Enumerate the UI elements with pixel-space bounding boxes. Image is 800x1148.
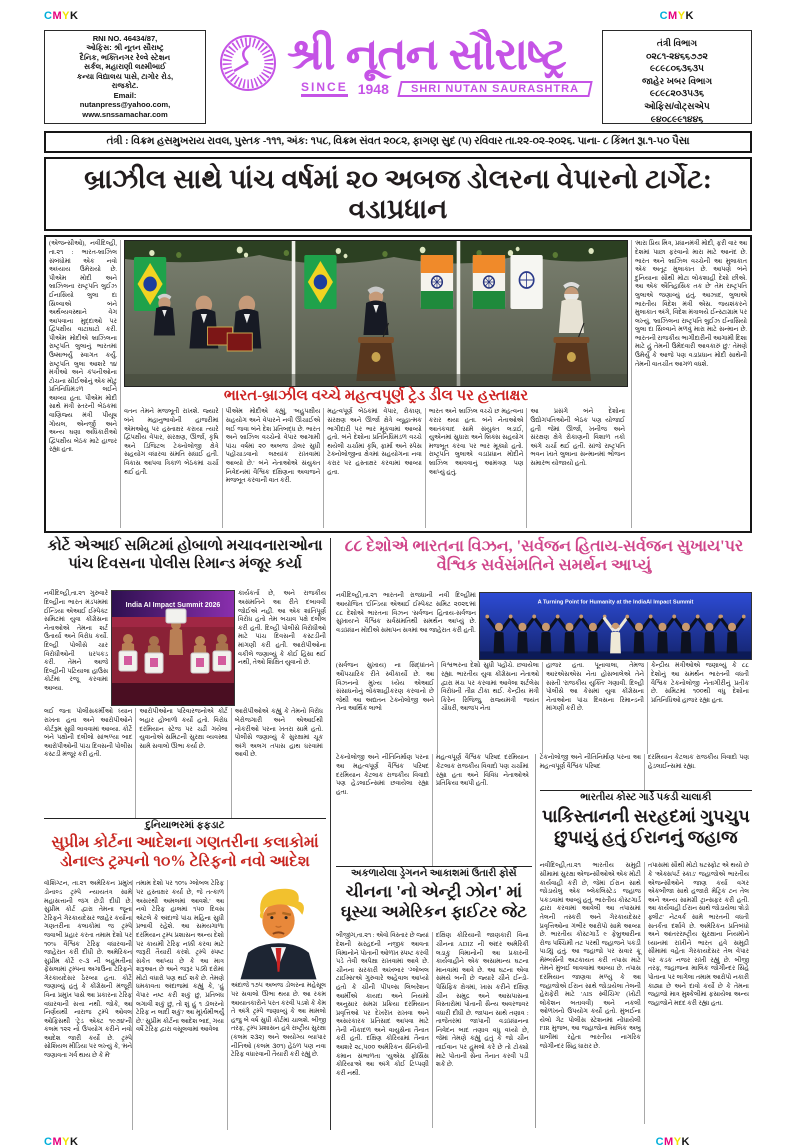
ai-summit-protest-photo [111, 590, 235, 706]
iran-ship-body-column: તપાસમાં સૌથી મોટો ઘટસ્ફોટ એ થયો છે કે 'એક્સપર્ટ સ્કાડ' જહાજોએ ભારતીય એજન્સીઓને જાણ કર્યા વગર એકબીજા સાથે હજારો મેટ્રિક ટન તેલ અને અન્ય સામગ્રી ટ્રાન્સફર કરી હતી. આ કાર્યવાહી ઈરાન સાથે જોડાયેલા 'શેડો ફ્લીટ' નેટવર્ક સામે ભારતની વધતી સતર્કતા દર્શાવે છે. અમેરિકન પ્રતિબંધો અને આંતરરાષ્ટ્રીય સુરક્ષાના નિયમોને ધ્યાનમાં રાખીને ભારત હવે સમુદ્રી સીમામાં વહેતા ગેરકાયદેસર તેલ વેપાર પર કડક નજર રાખી રહ્યું છે. બીજી તરફ, જહાજના માલિક જોગીન્દર સિંહે પોતાના પર લાગેલા તમામ આરોપો નકારી કાઢ્યા છે અને દાવો કર્યો છે કે તેમના જહાજો માત્ર મુશ્કેલીમાં ફસાયેલા અન્ય જહાજોને મદદ કરી રહ્યા હતા. [644, 862, 752, 1124]
phone-number: ૯૮૯૮૦૬૩૬૩૫ [650, 63, 704, 74]
ai-summit-body-column: નવીદિલ્હી,તા.૨૧ ગુરુવારે દિલ્હીના ભારત મંડપમમાં ઈન્ડિયા એઆઈ ઈમ્પેક્ટ સમિટમાં યુવા કોંગ્રેસના નેતાઓએ તેમના શર્ટ ઉતાર્યા અને વિરોધ કર્યો. દિલ્હી પોલીસે ચાર વિરોધીઓની ધરપકડ કરી. તેમને આજે દિલ્હીની પટિયાલા હાઉસ કોર્ટમાં રજૂ કરવામાં આવ્યા. [44, 590, 108, 692]
lead-body-column: આ પ્રસંગે બંને દેશોના ઉદ્યોગપતિઓની બેઠક પણ યોજાઈ હતી જેમાં ઊર્જા, ખનીજ અને સંરક્ષણ ક્ષેત્રે રોકાણની વિશાળ તકો અંગે ચર્ચા થઈ હતી. સાંજે રાષ્ટ્રપતિ ભવન ખાતે લુલાના સન્માનમાં ભોજન સમારંભ યોજાયો હતો. [526, 408, 628, 528]
ads-dept-label: જાહેર ખબર વિભાગ [641, 75, 713, 86]
since-year: 1948 [357, 80, 389, 97]
newspaper-logo-icon [217, 32, 279, 103]
cmyk-print-mark: CMYK [659, 10, 694, 22]
tariff-kicker: દુનિયાભરમાં ફફડાટ [44, 818, 326, 834]
nations88-group-photo [479, 592, 752, 660]
trump-caricature [231, 880, 326, 980]
tariff-headline: સુપ્રીમ કોર્ટના આદેશના ગણતરીના કલાકોમાં ડોનાલ્ડ ટ્રમ્પનો ૧૦% ટેરિફનો નવો આદેશ [51, 834, 319, 870]
ai-summit-body-column: કાર્યકર્તા છે, અને રાજકીય અસંમતિને આ રીતે દબાવવી જોઈએ નહીં. આ એક શાંતિપૂર્ણ વિરોધ હતો તેમ બચાવ પક્ષે દલીલ કરી હતી. દિલ્હી પોલીસે વિરોધીઓ માટે પાંચ દિવસની કસ્ટડીની માંગણી કરી હતી. આરોપીઓના વકીલે જણાવ્યું કે કોઈ હિંસા થઈ નથી, તેઓ શિક્ષિત યુવાનો છે. [238, 590, 326, 667]
china-headline: ચીનના 'નો એન્ટ્રી ઝોન' માં ઘૂસ્યા અમેરિકન ફાઈટર જેટ [340, 882, 527, 921]
masthead [44, 30, 752, 124]
edition-dateline: તંત્રી : વિક્રમ હસમુખરાય રાવલ, પુસ્તક -૧૧૧, અંક: ૧૫૮, વિક્રમ સંવત ૨૦૮૨, ફાગણ સુદ (૫) રવિવાર તા.૨૨-૦૨-૨૦૨૬. પાના- ૮ કિંમત રૂા.૧-૫૦ પૈસા [44, 131, 752, 153]
email-address: nutanpress@yahoo.com, [79, 100, 171, 110]
ai-summit-body-column: આરોપીઓએ કહ્યું કે તેમનો વિરોધ બેરોજગારી અને એઆઈથી નોકરીઓ પરના ખતરા સામે હતો. પોલીસે જણાવ્યું કે સુરક્ષામાં ચૂક અંગે અલગ તપાસ હાથ ધરવામાં આવી છે. [231, 708, 326, 818]
since-label: SINCE [301, 80, 348, 97]
lead-photo-caption: ભારત-બ્રાઝીલ વચ્ચે મહત્વપૂર્ણ ટ્રેડ ડીલ પર હસ્તાક્ષર [223, 388, 529, 405]
nations88-body-column: મહત્વપૂર્ણ વૈશ્વિક પરિષદ દરમિયાન કેટલાક રાજકીય વિવાદો પણ ચર્ચામાં રહ્યા હતા અને વિવિધ નેતાઓએ પ્રતિક્રિયા આપી હતી. [432, 754, 532, 866]
nations88-body-column: નવીદિલ્હી,તા.૨૧ ભારતની રાજધાની નવી દિલ્હીમાં આયોજિત 'ઈન્ડિયા એઆઈ ઈમ્પેક્ટ સમિટ ૨૦૨૬'માં ૮૮ દેશોએ ભારતના વિઝન 'સર્વજન હિતાય-સર્વજન સુખાય'ને વૈશ્વિક સર્વસંમતિથી સમર્થન આપ્યું છે. વડાપ્રધાન મોદીએ સમાપન સત્રમાં આ જાહેરાત કરી હતી. [336, 592, 476, 634]
china-body-column: બીજીંગ,તા.૨૧ : એવો વિસ્તાર છે જ્યાં દેશની સરહદની નજીક આવતા વિમાનોને પોતાની ઓળખ સ્પષ્ટ કરવી પડે તેવી અપેક્ષા રાખવામાં આવે છે. ચીનના સરકારી અખબાર 'ગ્લોબલ ટાઈમ્સ'એ ગુરુવારે અહેવાલ આપ્યો હતો કે ચીની પીપલ્સ લિબરેશન આર્મીએ કાયદા અને નિયમો અનુસાર સમગ્ર પ્રક્રિયા દરમિયાન પ્રવૃત્તિઓ પર દેખરેખ રાખવા અને અસરકારક પ્રતિસાદ આપવા માટે તેની નૌકાદળ અને વાયુસેના તૈનાત કરી હતી. દક્ષિણ કોરિયામાં તૈનાત આશરે ૨૮,૫૦૦ અમેરિકન સૈનિકોની કમાન સંભાળતા 'યુએસ ફોર્સિસ કોરિયા'એ આ અંગે કોઈ ટિપ્પણી કરી નથી. [336, 932, 429, 1077]
cmyk-print-mark: CMYK [44, 1136, 79, 1148]
tariff-body-column: અંદાજે ૧૭૫ અબજ ડોલરના મહેસૂલ પર સવાલો ઊભા થયા છે. આ રકમ આયાતકારોને પરત કરવી પડશે કે કેમ તે અંગે ટ્રમ્પે જણાવ્યું કે આ મામલો હજુ બે વર્ષ સુધી કોર્ટમાં ચાલશે. બીજી તરફ, ટ્રમ્પ પ્રશાસન હવે રાષ્ટ્રીય સુરક્ષા (કલમ ૨૩૨) અને અયોગ્ય વ્યાપાર નીતિઓ (કલમ ૩૦૧) હેઠળ પણ નવા ટેરિફ વધારવાની તૈયારી કરી રહ્યું છે. [231, 982, 326, 1059]
phone-number: ૦૨૮૧-૨૪૬૬૭૭૨ [646, 50, 708, 61]
ai-summit-body-column: લઈ જતા પોલીસકર્મીઓ ધ્યાન રાખતા હતા અને આરોપીઓને કોર્ટરૂમ સુધી લાવવામાં આવ્યા. કોર્ટે બંને પક્ષોની દલીલો સાંભળ્યા બાદ આરોપીઓની પાંચ દિવસની પોલીસ કસ્ટડી મંજૂર કરી હતી. [44, 708, 133, 759]
nations88-body-column: વિશ્વભરના દેશો સુધી પહોંચે. છવાયેલા રહ્યા. ભારતીય યુવા કોંગ્રેસના નેતાઓ દ્વારા મંચ પર કરવામાં આવેલા શર્ટલેસ વિરોધની તીવ્ર ટીકા થઈ. કેન્દ્રીય મંત્રી કિરેન રિજિજુ, રાજ્યમંત્રી જયંત ચૌધરી, આજપ નેતા [437, 662, 542, 754]
office-whatsapp-label: ઓફિસ/વોટ્સએપ [644, 100, 710, 111]
rni-number: RNI NO. 46434/87, [92, 34, 158, 43]
editorial-dept-label: તંત્રી વિભાગ [656, 38, 698, 48]
cmyk-print-mark: CMYK [44, 10, 79, 22]
india-brazil-press-photo [125, 241, 627, 386]
newspaper-title-gujarati: શ્રી નૂતન સૌરાષ્ટ્ર [287, 30, 566, 79]
phone-number: ૯૪૦૮૯૯૧૪૪૬ [650, 113, 704, 124]
iran-ship-body-column: નવીદિલ્હી,તા.૨૧ ભારતીય સમુદ્રી સીમામાં સુરક્ષા એજન્સીઓએ એક મોટી કાર્યવાહી કરી છે, જેમાં ઈરાન સાથે જોડાયેલું એક બ્લેકલિસ્ટેડ જહાજ પકડવામાં આવ્યું હતું. ભારતીય કોસ્ટગાર્ડ દ્વારા કરવામાં આવેલી આ તપાસમાં તેલની તસ્કરી અને ગેરકાયદેસર પ્રવૃત્તિઓના ગંભીર આરોપો સામે આવ્યા છે. ભારતીય કોસ્ટગાર્ડે ૯ ફેબ્રુઆરીના રોજ પશ્ચિમી તટ પરથી જહાજને પકડી પાડ્યું હતું. આ જહાજો પર સવાર ક્રૂ મેમ્બર્સની અટકાયત કરી તપાસ માટે તેમને મુંબઈ લાવવામાં આવ્યા છે. તપાસ દરમિયાન જાણવા મળ્યું કે આ જહાજોએ ઈરાન સાથે જોડાયેલા તેલની હેરાફેરી માટે 'AIS સ્વીચિંગ' (ખોટી લોકેશન બતાવવી) અને નકલી ઓળખનો ઉપયોગ કર્યો હતો. મુંબઈના યેલો ગેટ પોલીસ સ્ટેશનમાં નોંધાયેલી FIR મુજબ, આ જહાજોના માલિક અબુ ધાબીમાં રહેતા ભારતીય નાગરિક જોગીન્દર સિંહ ધારાર છે. [539, 862, 641, 1050]
nations88-body-column: દરમિયાન કેટલાક રાજકીય વિવાદો પણ હેડલાઈન્સમાં રહ્યા. [644, 754, 752, 790]
rni-office-box: RNI NO. 46434/87, ઓફિસ: શ્રી નૂતન સૌરાષ્ટ્ર દૈનિક, ભક્તિનગર રેલ્વે સ્ટેશન સર્કલ, મહારાણી લક્ષ્મીબાઈ કન્યા વિદ્યાલય પાસે, ટાગોર રોડ, રાજકોટ. Email: nutanpress@yahoo.com, www.snssamachar.com [44, 30, 206, 124]
ai-summit-headline: કોર્ટે એઆઈ સમિટમાં હોબાળો મચાવનારાઓના પાંચ દિવસના પોલીસ રિમાન્ડ મંજૂર કર્યા [47, 538, 323, 573]
ai-summit-body-column: આરોપીઓના પરિવારજનોએ કોર્ટ બહાર હોબાળો કર્યો હતો. વિરોધ દરમિયાન સ્ટેજ પર ચઢી ગયેલા યુવાનોએ સમિટની સુરક્ષા વ્યવસ્થા સામે સવાલો ઊભા કર્યા છે. [135, 708, 230, 818]
tariff-body-column: વૉશિંગ્ટન, તા.૨૧ અમેરિકન પ્રમુખ ડોનાલ્ડ ટ્રમ્પે ન્યાયતંત્ર સામે મહાસત્તાની જંગ છેડી દીધી છે. સુપ્રીમ કોર્ટ દ્વારા તેમના જૂના ટેરિફને ગેરકાયદેસર જાહેર કર્યાના ગણતરીના કલાકોમાં જ ટ્રમ્પે જવાબી પ્રહાર કરતા તમામ દેશો પર ૧૦% વૈશ્વિક ટેરિફ વધારવાની જાહેરાત કરી દીધી છે. અમેરિકન સુપ્રીમ કોર્ટે ૯-૩ ની બહુમતીના ફેંસલામાં ટ્રમ્પના અગાઉના ટેરિફને ગેરકાયદેસર ઠેરવ્યા હતા. કોર્ટે જણાવ્યું હતું કે કોંગ્રેસની મંજૂરી વિના પ્રમુખ પાસે આ પ્રકારના ટેરિફ વધારવાની સત્તા નથી. જોકે, આ નિર્ણયથી નારાજ ટ્રમ્પે ઓવલ ઓફિસથી 'ટ્રેડ એક્ટ ૧૯૭૪'ની કલમ ૧૨૨ નો ઉપયોગ કરીને નવો આદેશ જારી કર્યો છે. ટ્રમ્પે સોશિયલ મીડિયા પર લખ્યું કે, 'મને જણાવતા ગર્વ થાય છે કે મેં' [44, 880, 132, 1060]
cmyk-print-mark: CMYK [655, 1136, 690, 1148]
nations88-body-column: ટેકનોલોજી અને નીતિનિર્માણ પરના આ મહત્વપૂર્ણ વૈશ્વિક પરિષદ દરમિયાન કેટલાક રાજકીય વિવાદો પણ હેડલાઈન્સમાં છવાયેલા રહ્યા હતા. [336, 754, 429, 796]
lead-headline: બ્રાઝીલ સાથે પાંચ વર્ષમાં ૨૦ અબજ ડોલરના વેપારનો ટાર્ગેટ: વડાપ્રધાન [44, 157, 752, 231]
iran-ship-kicker: ભારતીય કોસ્ટ ગાર્ડે પકડી ચાલાકી [540, 790, 752, 806]
nations88-body-column: ટેકનોલોજી અને નીતિનિર્માણ પરના આ મહત્વપૂર્ણ વૈશ્વિક પરિષદ [539, 754, 641, 771]
tariff-body-column: તમામ દેશો પર ૧૦% ગ્લોબલ ટેરિફ પર હસ્તાક્ષર કર્યા છે, જે તત્કાળ અસરથી અમલમાં આવશે.' આ નવો ટેરિફ હાલમાં ૧૫૦ દિવસ એટલે કે અંદાજે પાંચ મહિના સુધી પ્રભાવી રહેશે. આ સમયગાળા દરમિયાન ટ્રમ્પ પ્રશાસન અન્ય દેશો પર કાયમી ટેરિફ નક્કી કરવા માટે જરૂરી તૈયારી કરશે. ટ્રમ્પે સ્પષ્ટ સંકેત આપ્યા છે કે આ માત્ર શરૂઆત છે અને જરૂર પડ્યે દરોમાં મોટો વધારો પણ થઈ શકે છે. તેમણે ધમકાવતા અંદાજમાં કહ્યું કે, 'હું વેપાર નષ્ટ કરી શકું છું, પ્રતિબંધ લગાવી શકું છું, તો શું હું ૧ ડૉલરનો ટેરિફ ન લાદી શકું? આ મૂર્ખામીભર્યું છે.' સુપ્રીમ કોર્ટના આદેશ બાદ, ગયા વર્ષે ટેરિફ દ્વારા વસૂલવામાં આવેલા [132, 880, 227, 1130]
iran-ship-headline: પાકિસ્તાનની સરહદમાં ગુપચુપ છુપાયું હતું ઈરાનનું જહાજ [541, 806, 750, 848]
nations88-body-column: કેન્દ્રીય મંત્રીઓએ જણાવ્યું કે ૮૮ દેશોનું આ સમર્થન ભારતની વધતી વૈશ્વિક ટેકનોલોજી નેતાગીરીનું પ્રતીક છે. સમિટમાં ૧૦૦થી વધુ દેશોના પ્રતિનિધિઓ હાજર રહ્યા હતા. [647, 662, 752, 754]
nations88-body-column: (સર્વજન સુખાય) ના સિદ્ધાંતને ઔપચારિક રીતે સ્વીકાર્યો છે. આ વિઝનનો મુખ્ય ધ્યેય એઆઈ સંસાધનોનું લોકશાહીકરણ કરવાનો છે જેથી આ અદ્યતન ટેક્નોલોજી અને તેના આર્થિક લાભો [336, 662, 434, 713]
china-body-column: દક્ષિણ કોરિયાની જાણકારી વિના ચીનના ADIZ ની અંદર અમેરિકી લડાકુ વિમાનોની આ પ્રકારની કાર્યવાહીને એક અસામાન્ય ઘટના માનવામાં આવે છે. આ ઘટના એવા સમયે બની છે જ્યારે ચીને ઈન્ડો-પેસિફિક ક્ષેત્રમાં, ખાસ કરીને દક્ષિણ ચીન સમુદ્ર અને આસપાસના વિસ્તારોમાં પોતાની સૈન્ય અવરજવર વધારી દીધી છે. જાપાન સાથે તણાવ : તાજેતરમાં જાપાની વડાપ્રધાનના નિવેદન બાદ તણાવ વધુ વધ્યો છે, જેમાં તેમણે કહ્યું હતું કે જો ચીન તાઈવાન પર હુમલો કરે છે તો ટોક્યો માટે પોતાની સેના તૈનાત કરવી પડી શકે છે. [432, 932, 532, 1128]
lead-story [44, 235, 752, 533]
china-kicker: અકળાયેલા ડ્રેગનને આકાશમાં ઉતારી ફોર્સ [336, 866, 532, 882]
nations88-headline: ૮૮ દેશોએ ભારતના વિઝન, 'સર્વજન હિતાય-સર્વજન સુખાય'પર વૈશ્વિક સર્વસંમતિને સમર્થન આપ્યું [344, 538, 744, 575]
contact-box [602, 30, 752, 124]
nations88-body-column: હાજર હતા. પૂનાવાલા, તેમજ આરએસએસ નેતા હોસબાલેએ તેને સસ્તી 'રાજકીય યુક્તિ' ગણાવી. દિલ્હી પોલીસે આ કેસમાં યુવા કોંગ્રેસના નેતાઓના પાંચ દિવસના રિમાન્ડની માંગણી કરી છે. [542, 662, 647, 754]
lead-body-column: પીએમ મોદીએ કહ્યું, 'બહુપક્ષીય સહયોગ અને વેપારને નવી ઊંચાઈએ લઈ જવા બંને દેશ પ્રતિબદ્ધ છે. ભારત અને બ્રાઝિલ વચ્ચેનો વેપાર આગામી પાંચ વર્ષમાં ૨૦ અબજ ડોલર સુધી પહોંચાડવાનો લક્ષ્યાંક રાખવામાં આવ્યો છે.' બંને નેતાઓએ સંયુક્ત નિવેદનમાં વૈશ્વિક દક્ષિણના અવાજને મજબૂત કરવાની વાત કરી. [222, 408, 324, 528]
svg-text:India AI Impact Summit 2026: India AI Impact Summit 2026 [125, 602, 221, 610]
lead-photo [124, 240, 628, 387]
phone-number: ૯૮૯૮૨૦૩૫૩૬ [649, 88, 705, 99]
website-address: www.snssamachar.com [82, 109, 168, 119]
lead-body-column: મહત્વપૂર્ણ બેઠકમાં વેપાર, રોકાણ, સંરક્ષણ અને ઊર્જા ક્ષેત્રે વ્યૂહાત્મક ભાગીદારી પર ભાર મૂકવામાં આવ્યો હતો. બંને દેશોના પ્રતિનિધિમંડળ વચ્ચે થયેલી ચર્ચામાં કૃષિ, ફાર્મા અને સ્પેસ ટેક્નોલોજીના ક્ષેત્રમાં સહયોગના નવા કરાર પર હસ્તાક્ષર કરવામાં આવ્યા હતા. [323, 408, 425, 528]
lead-body-column: 'મારા પ્રિય મિત્ર, પ્રધાનમંત્રી મોદી, ફરી વાર આ દેશમાં પાછા ફરવાનો મારા માટે આનંદ છે. ભારત અને બ્રાઝિલ વચ્ચેની આ મુલાકાત એક અતૂટ મુલાકાત છે. આપણે બંને દુનિયાના સૌથી મોટા લોકશાહી દેશો છીએ. આ એક ઐતિહાસિક તક છે' તેમ રાષ્ટ્રપતિ લુલાએ જણાવ્યું હતું. આઝાદ, લુલાએ ભારતીય વિદેશ મંત્રી એસ. જયશંકરને મુલાકાત અંગે, વિદેશ મંત્રાલયે ઈન્સ્ટાગ્રામ પર લખ્યું, 'બ્રાઝિલના રાષ્ટ્રપતિ લુઈઝ ઈનાસિયો લુલા દા સિલ્વાને મળવું મારા માટે સન્માન છે. ભારતની રાજકીય ભાગીદારીની આગામી દિશા માટે હું તેમની ઉમેદવારી આવકારું છું.' તેમણે ઉમેર્યું કે આજે પણ વડાપ્રધાન મોદી સાથેની તેમની વાતચીત આગળ વધશે. [631, 240, 747, 528]
svg-text:A Turning Point for Humanity a: A Turning Point for Humanity at the IndiaAI Impact Summit [537, 599, 694, 606]
lead-body-column: ભારત અને બ્રાઝિલ વચ્ચે છ મહત્વના કરાર થયા હતા. બંને નેતાઓએ આતંકવાદ સામે સંયુક્ત લડાઈ, યુએનમાં સુધારા અને બ્રિક્સ સહયોગ મજબૂત કરવા પર ભાર મૂક્યો હતો. રાષ્ટ્રપતિ લુલાએ વડાપ્રધાન મોદીને બ્રાઝિલ આવવાનું આમંત્રણ પણ આપ્યું હતું. [425, 408, 527, 528]
lead-body-column: (એજન્સીઓ), નવીદિલ્હી, તા.૨૧ : ભારત-બ્રાઝિલ સંબંધોમાં એક નવો અધ્યાય ઉમેરાયો છે. પીએમ મોદી અને બ્રાઝિલના રાષ્ટ્રપતિ લુઈઝ ઈનાસિયો લુલા દા સિલ્વાએ બંને અર્થવ્યવસ્થાને વેગ આપવાના મુદ્દાઓ પર દ્વિપક્ષીય વાટાઘાટો કરી. પીએમ મોદીએ બ્રાઝિલના રાષ્ટ્રપતિ લુલાનું ભારતમાં ઉષ્માભર્યું સ્વાગત કર્યું. રાષ્ટ્રપતિ લુલા આશરે ૧૪ મંત્રીઓ અને કંપનીઓના ટોચના સીઈઓનું એક મોટું પ્રતિનિધિમંડળ લઈને આવ્યા હતા. પીએમ મોદી સાથે મંત્રી સ્તરની બેઠકમાં વાણિજ્ય મંત્રી પીયૂષ ગોયલ, એનર્જી અને અન્ય ઘણા અધિકારીઓ દ્વિપક્ષીય બેઠક માટે હાજર રહ્યા હતા. [49, 240, 121, 528]
lead-body-column: વતન તેમને મજબૂતી રાખશે. જ્યારે બંને મહાનુભાવોની હાજરીમાં એમઓયુ પર હસ્તાક્ષર કરાયા ત્યારે દ્વિપક્ષીય વેપાર, સંરક્ષણ, ઊર્જા, કૃષિ અને ડિજિટલ ટેક્નોલોજી ક્ષેત્રે સહયોગ વધારવા સંમતિ સધાઈ હતી. વિકાસ આપવા ત્રિકાળ બેઠકમાં ચર્ચા થઈ હતી. [124, 408, 219, 476]
newspaper-title-english: SHRI NUTAN SAURASHTRA [397, 81, 592, 97]
